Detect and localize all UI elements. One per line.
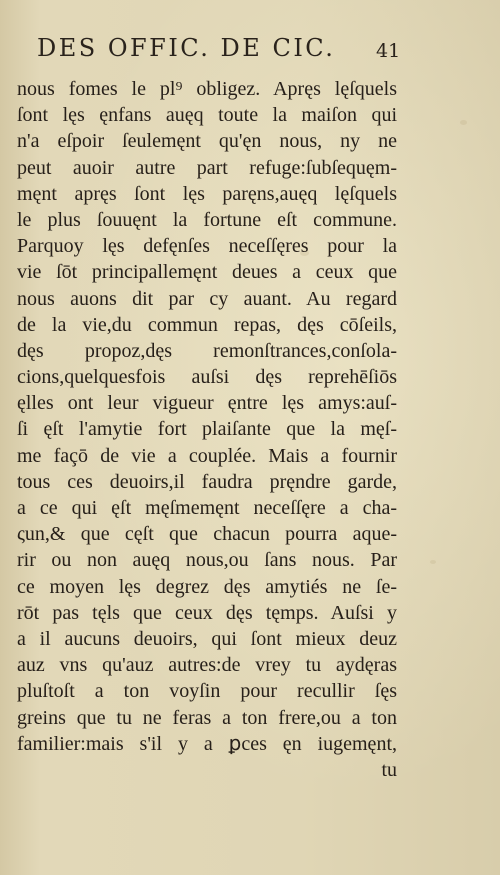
text-line: pluſtoſt a ton voyſin pour recullir ſęs <box>17 680 397 703</box>
text-line: nous auons dit par cy auant. Au regard <box>17 287 397 310</box>
running-head: DES OFFIC. DE CIC. <box>37 34 336 62</box>
paper-stain <box>460 120 467 125</box>
text-line: de la vie,du commun repas, dęs cōſeils, <box>17 313 397 336</box>
text-line: le plus ſouuęnt la fortune eſt commune. <box>17 208 397 231</box>
text-line: a il aucuns deuoirs, qui ſont mieux deuz <box>17 627 397 650</box>
text-line: n'a eſpoir ſeulemęnt qu'ęn nous, ny ne <box>17 130 397 153</box>
text-line: auz vns qu'auz autres:de vrey tu aydęras <box>17 654 397 677</box>
body-text <box>17 76 397 783</box>
text-line: ſont lęs ęnfans auęq toute la maiſon qui <box>17 104 397 127</box>
text-line: tous ces deuoirs,il faudra pręndre garde, <box>17 470 397 493</box>
page-header <box>0 34 500 68</box>
text-line: Parquoy lęs defęnſes neceſſęres pour la <box>17 235 397 258</box>
text-line: nous fomes le pl⁹ obligez. Apręs lęſquels <box>17 78 397 100</box>
text-line: vie ſōt principallemęnt deues a ceux que <box>17 261 397 284</box>
text-line: me façō de vie a couplée. Mais a fournir <box>17 444 397 467</box>
page-number: 41 <box>376 40 401 62</box>
text-line: rir ou non auęq nous,ou ſans nous. Par <box>17 549 397 572</box>
text-line: peut auoir autre part refuge:ſubſequęm- <box>17 156 397 179</box>
text-line: greins que tu ne feras a ton frere,ou a ton <box>17 706 397 729</box>
text-line: ſi ęſt l'amytie fort plaiſante que la męſ- <box>17 418 397 441</box>
text-line: męnt apręs ſont lęs paręns,auęq lęſquels <box>17 182 397 205</box>
text-line: cions,quelquesfois auſsi dęs reprehēſiōs <box>17 366 397 389</box>
text-line: ęlles ont leur vigueur ęntre lęs amys:auſ- <box>17 392 397 415</box>
text-line: a ce qui ęſt męſmemęnt neceſſęre a cha- <box>17 497 397 519</box>
text-line: ςun,& que cęſt que chacun pourra aque- <box>17 523 397 546</box>
text-line: rōt pas tęls que ceux dęs tęmps. Auſsi y <box>17 601 397 624</box>
text-line: familier:mais s'il y a ꝑces ęn iugemęnt, <box>17 732 397 755</box>
paper-stain <box>430 560 436 564</box>
catchword: tu <box>381 758 397 781</box>
text-line: ce moyen lęs degrez dęs amytiés ne ſe- <box>17 575 397 598</box>
text-line: dęs propoz,dęs remonſtrances,conſola- <box>17 339 397 362</box>
